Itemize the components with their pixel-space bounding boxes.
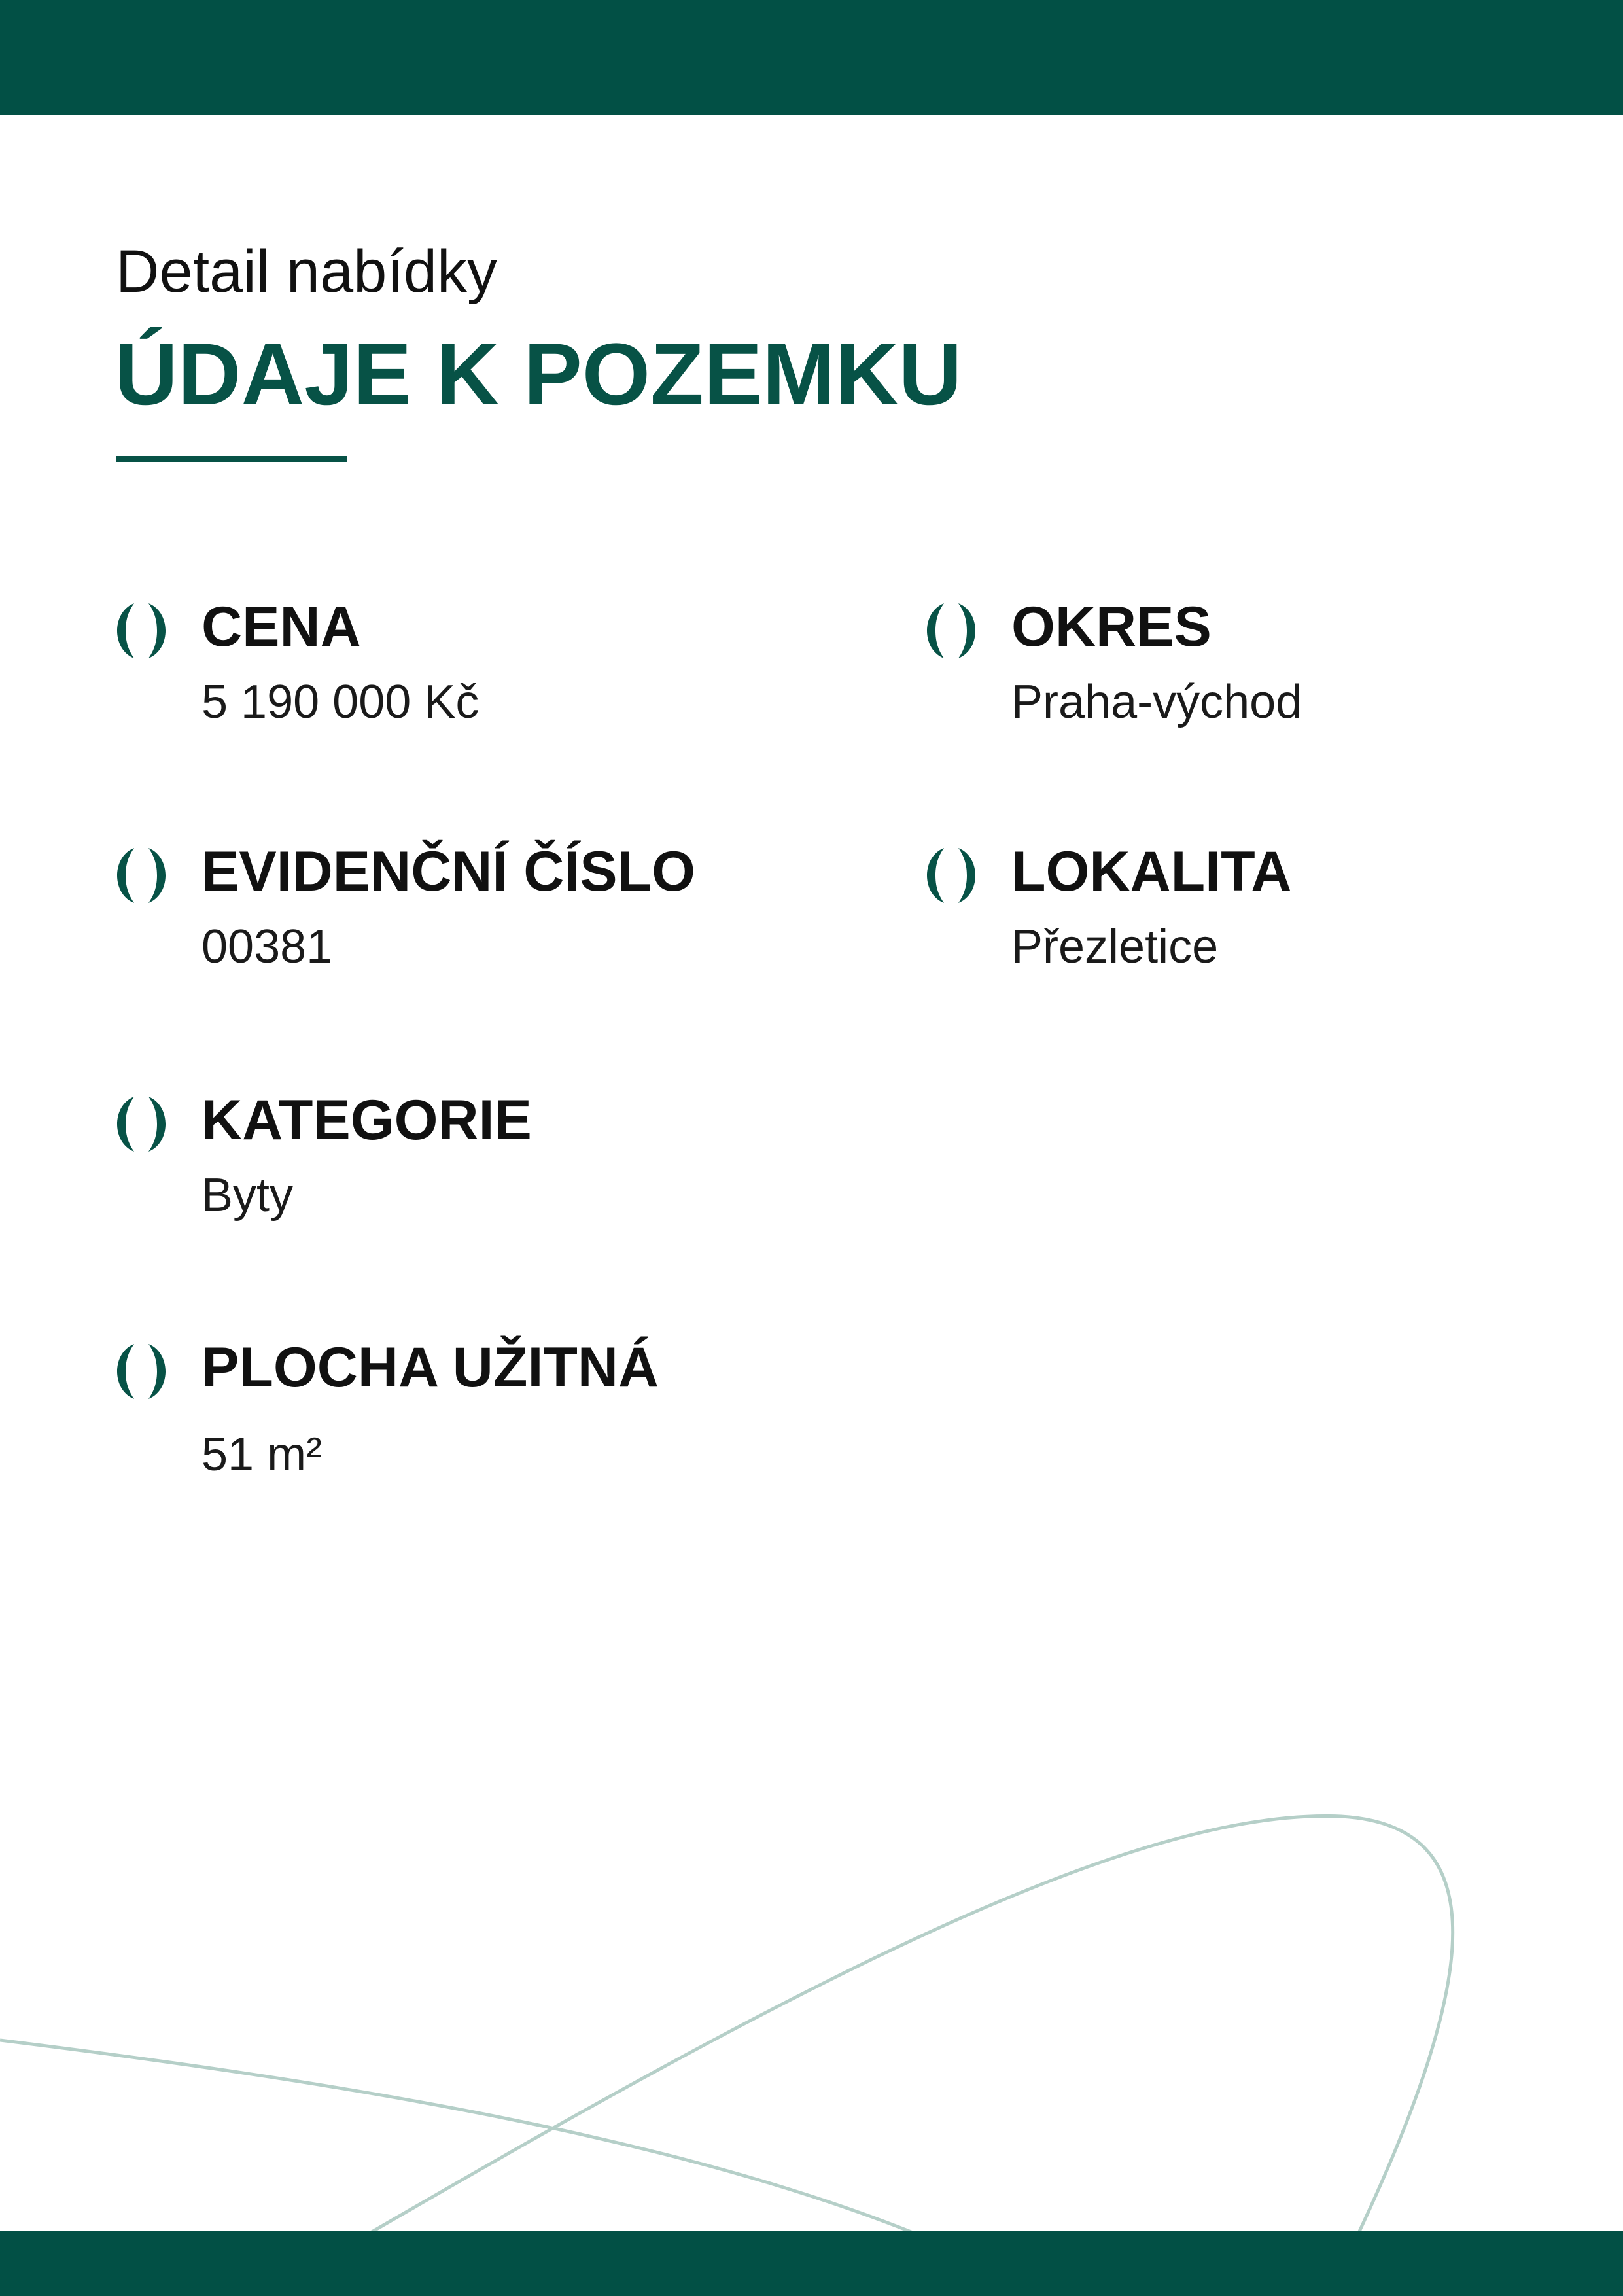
field-label: KATEGORIE (201, 1089, 532, 1152)
field-label: LOKALITA (1011, 840, 1292, 903)
bottom-banner (0, 2231, 1623, 2296)
leaf-ring-icon (114, 599, 168, 662)
leaf-ring-icon (114, 1340, 168, 1403)
field-value: 00381 (201, 921, 333, 973)
field-value: Přezletice (1011, 921, 1219, 973)
page-title: ÚDAJE K POZEMKU (114, 326, 962, 423)
field-value: Byty (201, 1169, 294, 1222)
field-label: CENA (201, 595, 361, 658)
field-label: EVIDENČNÍ ČÍSLO (201, 840, 695, 903)
leaf-ring-icon (114, 844, 168, 907)
title-underline (116, 456, 347, 462)
field-value: 51 m² (201, 1428, 323, 1481)
leaf-ring-icon (924, 844, 978, 907)
field-label: OKRES (1011, 595, 1212, 658)
page-subtitle: Detail nabídky (116, 238, 497, 305)
field-value: Praha-východ (1011, 676, 1302, 728)
field-value: 5 190 000 Kč (201, 676, 480, 728)
leaf-ring-icon (924, 599, 978, 662)
field-label: PLOCHA UŽITNÁ (201, 1336, 659, 1399)
leaf-ring-icon (114, 1093, 168, 1156)
